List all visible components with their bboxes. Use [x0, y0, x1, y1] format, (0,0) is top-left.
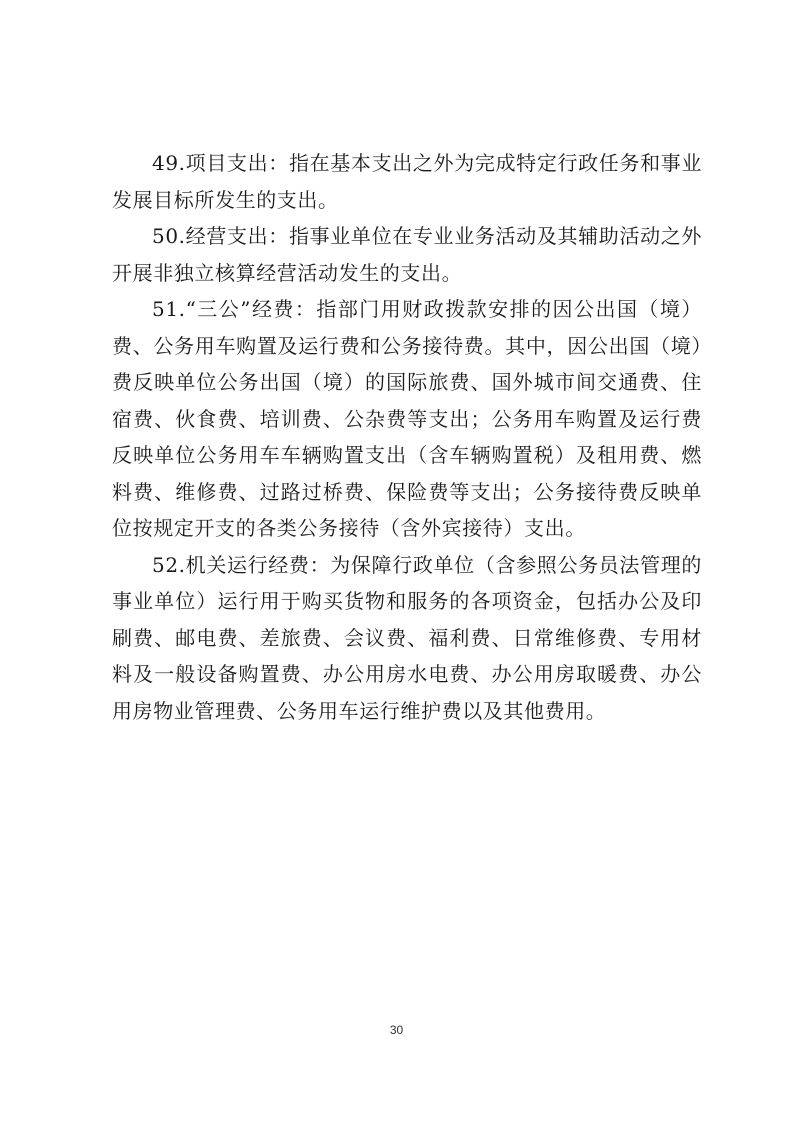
paragraph-item-52	[112, 547, 702, 730]
paragraph-term: 52.机关运行经费：	[152, 552, 331, 577]
paragraph-item-51	[112, 291, 702, 547]
paragraph-text: 为保障行政单位（含参照公务员法管理的事业单位）运行用于购买货物和服务的各项资金，包括办公及印刷费、邮电费、差旅费、会议费、福利费、日常维修费、专用材料及一般设备购置费、办公用房水电费、办公用房取暖费、办公用房物业管理费、公务用车运行维护费以及其他费用。	[112, 552, 702, 723]
paragraph-term: 51.“三公”经费：	[152, 297, 317, 321]
paragraph-text: 指部门用财政拨款安排的因公出国（境）费、公务用车购置及运行费和公务接待费。其中，因公出国（境）费反映单位公务出国（境）的国际旅费、国外城市间交通费、住宿费、伙食费、培训费、公杂费等支出；公务用车购置及运行费反映单位公务用车车辆购置支出（含车辆购置税）及租用费、燃料费、维修费、过路过桥费、保险费等支出；公务接待费反映单位按规定开支的各类公务接待（含外宾接待）支出。	[112, 297, 702, 540]
paragraph-item-49	[112, 145, 702, 218]
paragraph-term: 49.项目支出：	[152, 151, 289, 175]
page-number: 30	[389, 1023, 404, 1037]
paragraph-term: 50.经营支出：	[152, 224, 289, 248]
paragraph-item-50	[112, 218, 702, 291]
paragraph-text: 指事业单位在专业业务活动及其辅助活动之外开展非独立核算经营活动发生的支出。	[112, 224, 703, 285]
paragraph-text: 指在基本支出之外为完成特定行政任务和事业发展目标所发生的支出。	[112, 151, 703, 212]
document-body	[112, 145, 702, 729]
